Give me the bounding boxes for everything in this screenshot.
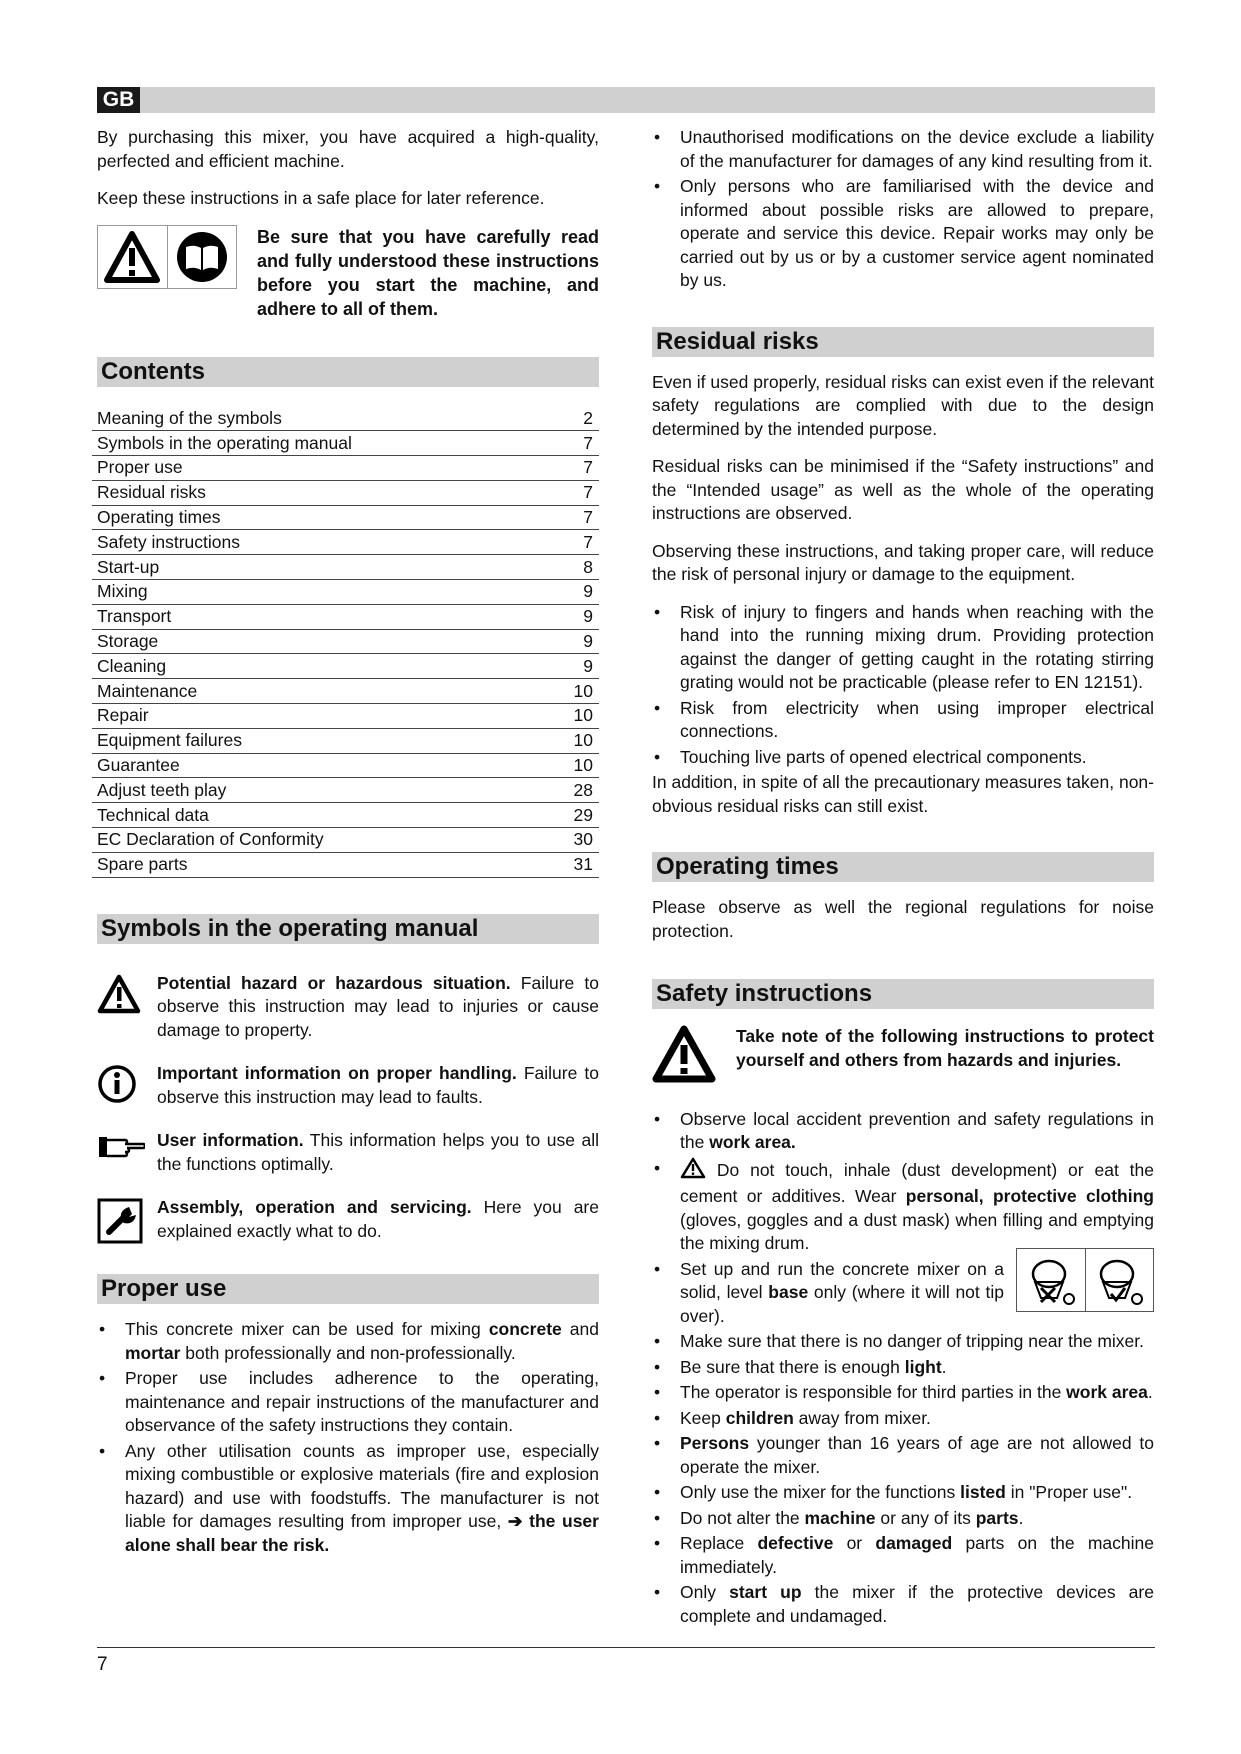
toc-row [92,828,599,853]
hazard-icon [97,972,157,1014]
user-info-description: This information helps you to use all the functions optimally. [157,1130,599,1174]
wrench-icon [97,1196,157,1244]
list-item: • Only use the mixer for the functions listed in "Proper use". [652,1481,1154,1505]
toc-page: 9 [547,654,599,679]
toc-label: Storage [92,629,547,654]
toc-page: 7 [547,480,599,505]
residual-paragraph-2: Residual risks can be minimised if the “Safety instructions” and the “Intended usage” as well as the whole of the operating instructions are observed. [652,456,1154,523]
toc-row [92,654,599,679]
toc-page: 9 [547,629,599,654]
symbols-heading: Symbols in the operating manual [97,914,599,944]
assembly-description: Here you are explained exactly what to do. [157,1197,599,1241]
list-item: • Proper use includes adherence to the operating, maintenance and repair instructions of the manufacturer and observance of the safety instructions they contain. [97,1367,599,1438]
language-badge: GB [97,87,140,113]
warning-triangle-icon [98,226,168,288]
user-info-label: User information. [157,1130,304,1151]
toc-row [92,407,599,431]
toc-row [92,629,599,654]
toc-row [92,555,599,580]
page-number: 7 [97,1654,108,1675]
left-column [97,126,599,1559]
toc-label: Residual risks [92,480,547,505]
list-item: • Do not alter the machine or any of its parts. [652,1507,1154,1531]
symbol-info-row [97,1062,599,1109]
toc-label: Guarantee [92,753,547,778]
read-instructions-warning: Be sure that you have carefully read and fully understood these instructions before you start the machine, and adhere to all of them. [257,226,599,319]
toc-row [92,728,599,753]
toc-label: Mixing [92,580,547,605]
operating-times-paragraph: Please observe as well the regional regulations for noise protection. [652,897,1154,941]
toc-label: EC Declaration of Conformity [92,828,547,853]
proper-use-heading: Proper use [97,1274,599,1304]
toc-label: Technical data [92,803,547,828]
contents-table [92,407,599,878]
mixer-tipping-icon [1017,1249,1086,1311]
toc-row [92,852,599,877]
list-item: • Only start up the mixer if the protective devices are complete and undamaged. [652,1581,1154,1628]
toc-label: Safety instructions [92,530,547,555]
info-label: Important information on proper handling. [157,1063,517,1084]
toc-page: 7 [547,505,599,530]
toc-page: 10 [547,679,599,704]
toc-row [92,778,599,803]
list-item: • Risk of injury to fingers and hands when reaching with the hand into the running mixing drum. Providing protection against the danger of getting caught in the rotating stirring grating would not be practicable (please refer to EN 12151). [652,601,1154,695]
list-item: • Risk from electricity when using improper electrical connections. [652,697,1154,744]
toc-label: Start-up [92,555,547,580]
toc-row [92,431,599,456]
toc-label: Spare parts [92,852,547,877]
intro-paragraph-1: By purchasing this mixer, you have acquired a high-quality, perfected and efficient machine. [97,127,599,171]
list-item: • Any other utilisation counts as improper use, especially mixing combustible or explosive materials (fire and explosion hazard) and use with foodstuffs. The manufacturer is not liable for damages resulting from improper use, ➔ the user alone shall bear the risk. [97,1440,599,1558]
safety-list [652,1108,1154,1629]
info-description: Failure to observe this instruction may lead to faults. [157,1063,600,1107]
toc-label: Adjust teeth play [92,778,547,803]
toc-row [92,505,599,530]
right-column [652,126,1154,1630]
list-item: • The operator is responsible for third parties in the work area. [652,1381,1154,1405]
list-item: • Make sure that there is no danger of tripping near the mixer. [652,1330,1154,1354]
residual-risks-heading: Residual risks [652,327,1154,357]
list-item: • Persons younger than 16 years of age are not allowed to operate the mixer. [652,1432,1154,1479]
list-item: • Keep children away from mixer. [652,1407,1154,1431]
list-item: • Set up and run the concrete mixer on a solid, level base only (where it will not tip over). [652,1258,1154,1329]
mixer-level-icon [1086,1249,1154,1311]
toc-page: 7 [547,530,599,555]
hazard-description: Failure to observe this instruction may lead to injuries or cause damage to property. [157,972,599,1040]
residual-paragraph-3: Observing these instructions, and taking proper care, will reduce the risk of personal injury or damage to the equipment. [652,540,1154,584]
toc-page: 7 [547,431,599,456]
assembly-label: Assembly, operation and servicing. [157,1197,472,1218]
toc-page: 2 [547,407,599,431]
header-bar [97,87,1155,113]
residual-paragraph-1: Even if used properly, residual risks can exist even if the relevant safety regulations are complied with due to the design determined by the intended purpose. [652,371,1154,439]
list-item: • Observe local accident prevention and safety regulations in the work area. [652,1108,1154,1155]
toc-page: 10 [547,728,599,753]
toc-label: Meaning of the symbols [92,407,547,431]
safety-instructions-heading: Safety instructions [652,979,1154,1009]
footer-rule [97,1647,1155,1648]
mixer-level-base-pictograms [1016,1248,1154,1312]
symbol-assembly-row [97,1196,599,1244]
warning-pictograms [97,225,237,289]
residual-paragraph-4: In addition, in spite of all the precautionary measures taken, non-obvious residual risks can still exist. [652,772,1154,816]
toc-page: 10 [547,753,599,778]
toc-page: 7 [547,456,599,481]
toc-label: Equipment failures [92,728,547,753]
toc-row [92,753,599,778]
operating-times-heading: Operating times [652,852,1154,882]
proper-use-list [97,1318,599,1557]
toc-page: 31 [547,852,599,877]
toc-label: Cleaning [92,654,547,679]
toc-label: Transport [92,604,547,629]
toc-label: Maintenance [92,679,547,704]
toc-row [92,480,599,505]
read-instructions-box [97,225,599,321]
symbol-user-row [97,1129,599,1176]
arrow-icon: ➔ [507,1511,523,1532]
list-item: • This concrete mixer can be used for mixing concrete and mortar both professionally and non-professionally. [97,1318,599,1365]
list-item: • Only persons who are familiarised with the device and informed about possible risks are allowed to prepare, operate and service this device. Repair works may only be carried out by us or by a customer service agent nominated by us. [652,175,1154,293]
safety-warning-box [652,1025,1154,1090]
toc-label: Repair [92,704,547,729]
list-item: • Be sure that there is enough light. [652,1356,1154,1380]
info-icon [97,1062,157,1104]
list-item: • Touching live parts of opened electrical components. [652,746,1154,770]
symbol-hazard-row [97,972,599,1043]
toc-row [92,679,599,704]
list-item: • Replace defective or damaged parts on the machine immediately. [652,1532,1154,1579]
toc-page: 29 [547,803,599,828]
contents-heading: Contents [97,357,599,387]
toc-row [92,704,599,729]
toc-row [92,456,599,481]
intro-paragraph-2: Keep these instructions in a safe place for later reference. [97,188,545,208]
toc-row [92,604,599,629]
warning-small-icon [680,1157,706,1186]
toc-page: 9 [547,580,599,605]
toc-page: 30 [547,828,599,853]
pointing-hand-icon [97,1129,157,1161]
toc-row [92,580,599,605]
warning-triangle-icon [652,1025,736,1090]
toc-page: 9 [547,604,599,629]
toc-page: 8 [547,555,599,580]
hazard-label: Potential hazard or hazardous situation. [157,972,511,993]
safety-warning-text: Take note of the following instructions to protect yourself and others from hazards and injuries. [736,1026,1154,1070]
toc-label: Operating times [92,505,547,530]
toc-page: 28 [547,778,599,803]
toc-row [92,530,599,555]
toc-page: 10 [547,704,599,729]
read-manual-icon [168,226,237,288]
liability-list [652,126,1154,293]
toc-label: Symbols in the operating manual [92,431,547,456]
residual-risks-list [652,601,1154,770]
toc-row [92,803,599,828]
toc-label: Proper use [92,456,547,481]
list-item: • Unauthorised modifications on the device exclude a liability of the manufacturer for damages of any kind resulting from it. [652,126,1154,173]
list-item: • Do not touch, inhale (dust development) or eat the cement or additives. Wear personal, protective clothing (gloves, goggles and a dust mask) when filling and emptying the mixing drum. [652,1157,1154,1256]
